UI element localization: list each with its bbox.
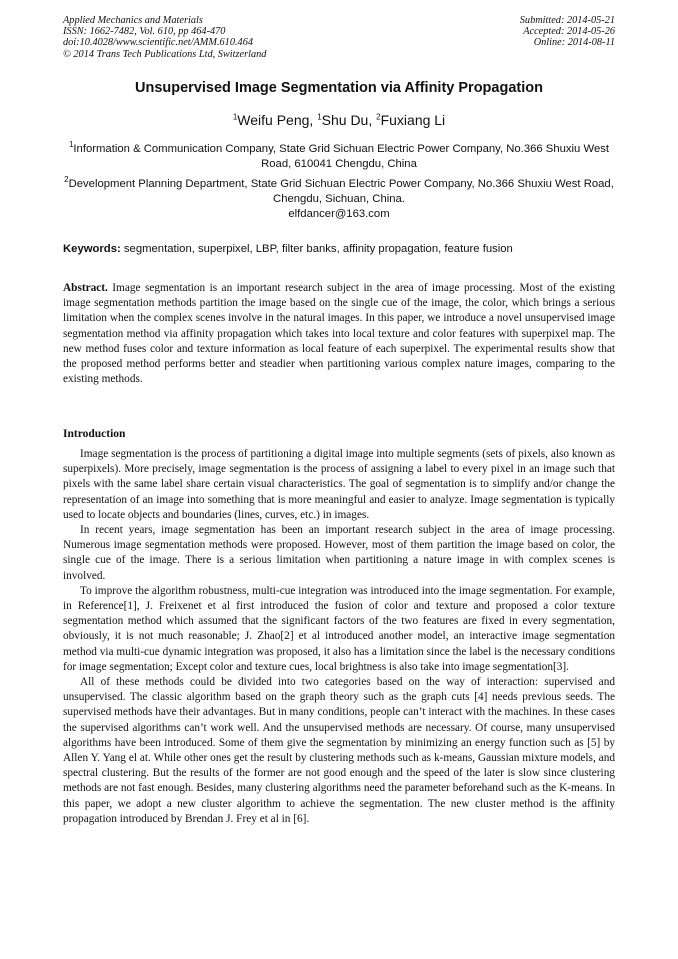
paragraph: In recent years, image segmentation has been an important research subject in the area of image processing. Numerous image segmentation methods were proposed. However, most of them partition the image based on color, the single cue of the image. There is a serious limitation when partitioning a nature image in with complex scenes is involved.	[63, 524, 615, 582]
keywords-line	[63, 243, 615, 255]
date-accepted: Accepted: 2014-05-26	[523, 26, 615, 38]
affiliation-text: Development Planning Department, State Grid Sichuan Electric Power Company, No.366 Shuxiu West Road, Chengdu, Sichuan, China.	[68, 177, 614, 206]
journal-copyright: © 2014 Trans Tech Publications Ltd, Switzerland	[63, 48, 267, 60]
affiliation-mark: 1	[68, 140, 74, 149]
journal-info	[63, 15, 266, 60]
paper-title: Unsupervised Image Segmentation via Affinity Propagation	[135, 80, 543, 96]
author-name: Fuxiang Li	[380, 112, 446, 128]
paragraph: To improve the algorithm robustness, multi-cue integration was introduced into the image segmentation. For example, in Reference[1], J. Freixenet et al first introduced the fusion of color and texture and proposed a color texture segmentation method which assumed that the significant factors of the two features are fixed in every segmentation, obviously, it is not much reasonable; J. Zhao[2] et al introduced another model, an interactive image segmentation method via multi-cue dynamic integration was proposed, it also has a limitation since the label is the necessary conditions for image segmentation; Except color and texture cues, local brightness is also take into image segmentation[3].	[63, 584, 615, 673]
abstract-label: Abstract.	[63, 282, 108, 294]
journal-doi: doi:10.4028/www.scientific.net/AMM.610.464	[63, 37, 253, 49]
affiliation-mark: 2	[64, 175, 69, 184]
affiliation-2	[63, 172, 615, 208]
author-affiliation-mark: 1	[232, 112, 238, 122]
section-heading-introduction: Introduction	[63, 428, 126, 440]
affiliation-1	[63, 137, 615, 173]
journal-issn: ISSN: 1662-7482, Vol. 610, pp 464-470	[63, 26, 226, 38]
affiliation-text: Information & Communication Company, State Grid Sichuan Electric Power Company, No.366 Shuxiu West Road, 610041 Chengdu, China	[73, 142, 610, 171]
keywords-label: Keywords:	[63, 243, 121, 255]
author-list	[0, 112, 678, 128]
author-email: elfdancer@163.com	[288, 208, 390, 220]
abstract	[63, 281, 615, 387]
abstract-text: Image segmentation is an important research subject in the area of image processing. Most of the existing image segmentation methods partition the image based on the single cue of the image, the color, which brings a serious limitation when the complex scenes involve in the natural images. In this paper, we introduce a novel unsupervised image segmentation method via affinity propagation which takes into local texture and color features with superpixel map. The new method fuses color and texture information as local feature of each superpixel. The experimental results show that the proposed method performs better and steadier when partitioning various complex nature images, comparing to the existing methods.	[63, 282, 615, 386]
journal-name: Applied Mechanics and Materials	[63, 15, 203, 26]
paragraph: Image segmentation is the process of partitioning a digital image into multiple segments (sets of pixels, also known as superpixels). More precisely, image segmentation is the process of assigning a label to every pixel in an image such that pixels with the same label share certain visual characteristics. The goal of segmentation is to simplify and/or change the representation of an image into something that is more meaningful and easier to analyze. Image segmentation is typically used to locate objects and boundaries (lines, curves, etc.) in images.	[63, 448, 615, 521]
introduction-body	[63, 447, 615, 827]
author-affiliation-mark: 2	[376, 112, 381, 122]
author-name: Shu Du,	[321, 112, 377, 128]
date-submitted: Submitted: 2014-05-21	[519, 15, 615, 26]
paragraph: All of these methods could be divided into two categories based on the way of interaction: supervised and unsupervised. The classic algorithm based on the graph theory such as the graph cuts [4] needs previous seeds. The supervised methods have their advantages. But in many conditions, people can’t interact with the machines. In these cases the supervised algorithms can’t work well. And the unsupervised methods are necessary. Of course, many unsupervised algorithms have been introduced. Some of them give the segmentation by minimizing an energy function such as [5] by Allen Y. Yang el at. While other ones get the result by clustering methods such as k-means, Gaussian mixture models, and spectral clustering. But the results of the former are not good enough and the speed of the later is slow since clustering methods are not fast enough. Besides, many clustering algorithms need the parameter beforehand such as the K-means. In this paper, we adopt a new cluster algorithm to achieve the segmentation. The new cluster method is the affinity propagation introduced by Brendan J. Frey et al in [6].	[63, 676, 615, 825]
keywords-text: segmentation, superpixel, LBP, filter banks, affinity propagation, feature fusion	[120, 243, 513, 255]
author-name: Weifu Peng,	[237, 112, 318, 128]
date-online: Online: 2014-08-11	[533, 37, 615, 49]
publication-dates	[520, 15, 615, 49]
author-affiliation-mark: 1	[317, 112, 322, 122]
